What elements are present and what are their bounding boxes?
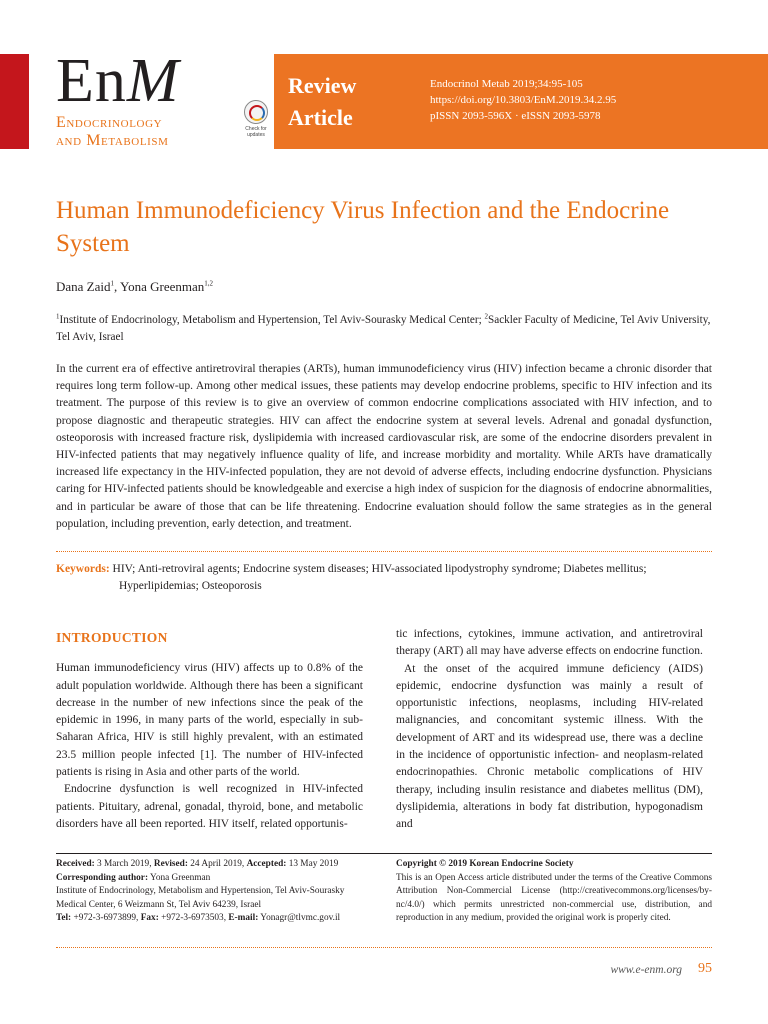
check-updates-icon (244, 100, 268, 124)
copyright-title: Copyright © 2019 Korean Endocrine Society (396, 859, 574, 869)
body-column-left (56, 629, 363, 833)
corresponding-name: Yona Greenman (150, 872, 211, 883)
fax-number: +972-3-6973503, (161, 913, 227, 924)
affiliation-marker: 1 (56, 312, 60, 321)
article-type (288, 70, 356, 134)
accepted-label: Accepted: (246, 859, 287, 869)
citation-block (430, 76, 616, 124)
accepted-date: 13 May 2019 (288, 859, 339, 869)
keywords-label: Keywords: (56, 563, 110, 575)
check-for-updates-badge[interactable] (244, 100, 268, 140)
article-history-footnote (56, 858, 376, 926)
abstract: In the current era of effective antiretroviral therapies (ARTs), human immunodeficiency virus (HIV) infection became a chronic disorder that requires long term follow-up. Among other medical issues, these patients may develop endocrine problems, specific to HIV infection and its treatment. The purpose of this review is to give an overview of common endocrine complications associated with HIV infection, and to propose diagnostic and therapeutic strategies. HIV can affect the endocrine system at several levels. Adrenal and gonadal dysfunction, osteoporosis with increased fracture risk, dyslipidemia with increased cardiovascular risk, are some of the endocrine disorders prevalent in HIV-infected patients that may negatively influence quality of life, and increase morbidity and mortality. While ARTs have dramatically increased life expectancy in the HIV-infected population, they are not devoid of adverse effects, including endocrine dysfunction. Physicians caring for HIV-infected patients should be knowledgeable and exercise a high index of suspicion for the diagnosis of endocrine abnormalities, and in particular be aware of those that can be life threatening. Endocrine evaluation should follow the same strategies as in the general population, including prevention, early detection, and treatment. (56, 363, 712, 530)
fax-label: Fax: (140, 913, 159, 924)
logo-en: En (56, 47, 127, 115)
citation: Endocrinol Metab 2019;34:95-105 (430, 78, 583, 90)
doi-link[interactable]: https://doi.org/10.3803/EnM.2019.34.2.95 (430, 94, 617, 106)
affiliation-marker: 2 (484, 312, 488, 321)
page-number: 95 (698, 961, 712, 976)
author-name: Yona Greenman (120, 279, 205, 294)
email-label: E-mail: (228, 913, 259, 924)
keywords-line1: HIV; Anti-retroviral agents; Endocrine system diseases; HIV-associated lipodystrophy syndrome; Diabetes mellitus; (112, 563, 647, 575)
article-header-band (274, 54, 768, 149)
logo-subtitle-line2: and Metabolism (56, 132, 169, 149)
received-date: 3 March 2019, (97, 859, 152, 869)
article-title: Human Immunodeficiency Virus Infection and the Endocrine System (56, 197, 670, 257)
footer-divider (56, 947, 712, 948)
article-type-line2: Article (288, 105, 353, 130)
author-affiliation-marker: 1 (110, 279, 115, 288)
corresponding-address: Institute of Endocrinology, Metabolism and Hypertension, Tel Aviv-Sourasky Medical Center, 6 Weizmann St, Tel Aviv 64239, Israel (56, 886, 345, 910)
received-label: Received: (56, 859, 95, 869)
article-type-line1: Review (288, 73, 357, 98)
logo-wordmark (56, 47, 180, 115)
section-heading: INTRODUCTION (56, 630, 168, 645)
journal-url[interactable]: www.e-enm.org (610, 964, 682, 976)
footnote-rule (56, 853, 712, 854)
body-paragraph: Human immunodeficiency virus (HIV) affects up to 0.8% of the adult population worldwide. Although there has been a significant decrease in the number of new infections since the peak of the epidemic in 1996, in many parts of the world, especially in sub-Saharan Africa, HIV is still highly prevalent, with an estimated 23.5 million people infected [1]. The number of HIV-infected patients is rising in Asia and other parts of the world. (56, 662, 363, 779)
author-separator: , (114, 279, 121, 294)
keywords (56, 561, 716, 595)
logo-m: M (126, 47, 180, 115)
journal-color-tab (0, 54, 29, 149)
affiliation-text: Sackler Faculty of Medicine, Tel Aviv University, Tel Aviv, Israel (56, 314, 711, 343)
revised-date: 24 April 2019, (190, 859, 245, 869)
check-updates-label: Check for updates (245, 126, 267, 138)
logo-subtitle (56, 114, 180, 150)
corresponding-label: Corresponding author: (56, 872, 149, 883)
abstract-divider (56, 551, 712, 552)
copyright-footnote (396, 858, 712, 926)
body-column-right (396, 626, 703, 834)
body-paragraph: At the onset of the acquired immune deficiency (AIDS) epidemic, endocrine dysfunction was mainly a result of opportunistic infections, neoplasms, including HIV-related malignancies, and concomitant systemic illness. With the development of ART and its widespread use, there was a decline in the incidence of opportunistic infection- and neoplasm-related endocrinopathies. Chronic metabolic complications of HIV therapy, including insulin resistance and diabetes mellitus (DM), dyslipidemia, alterations in body fat distribution, hypogonadism and (396, 662, 703, 831)
license-text: This is an Open Access article distributed under the terms of the Creative Commons Attribution Non-Commercial License (http://creativecommons.org/licenses/by-nc/4.0/) which permits unrestricted non-commercial use, distribution, and reproduction in any medium, provided the original work is properly cited. (396, 872, 712, 924)
logo-subtitle-line1: Endocrinology (56, 114, 163, 131)
affiliation-text: Institute of Endocrinology, Metabolism and Hypertension, Tel Aviv-Sourasky Medical Center; (59, 314, 485, 326)
keywords-line2: Hyperlipidemias; Osteoporosis (119, 580, 262, 592)
journal-logo (56, 47, 180, 150)
affiliations (56, 312, 712, 346)
tel-label: Tel: (56, 913, 72, 924)
author-list (56, 279, 213, 295)
body-paragraph: Endocrine dysfunction is well recognized in HIV-infected patients. Pituitary, adrenal, gonadal, thyroid, bone, and metabolic disorders have all been reported. HIV itself, related opportunis- (56, 783, 363, 830)
email-address[interactable]: Yonagr@tlvmc.gov.il (260, 913, 341, 924)
issn: pISSN 2093-596X · eISSN 2093-5978 (430, 110, 601, 122)
author-name: Dana Zaid (56, 279, 111, 294)
body-paragraph: tic infections, cytokines, immune activation, and antiretroviral therapy (ART) all may have adverse effects on endocrine function. (396, 628, 703, 658)
tel-number: +972-3-6973899, (73, 913, 139, 924)
author-affiliation-marker: 1,2 (204, 279, 214, 288)
revised-label: Revised: (153, 859, 188, 869)
